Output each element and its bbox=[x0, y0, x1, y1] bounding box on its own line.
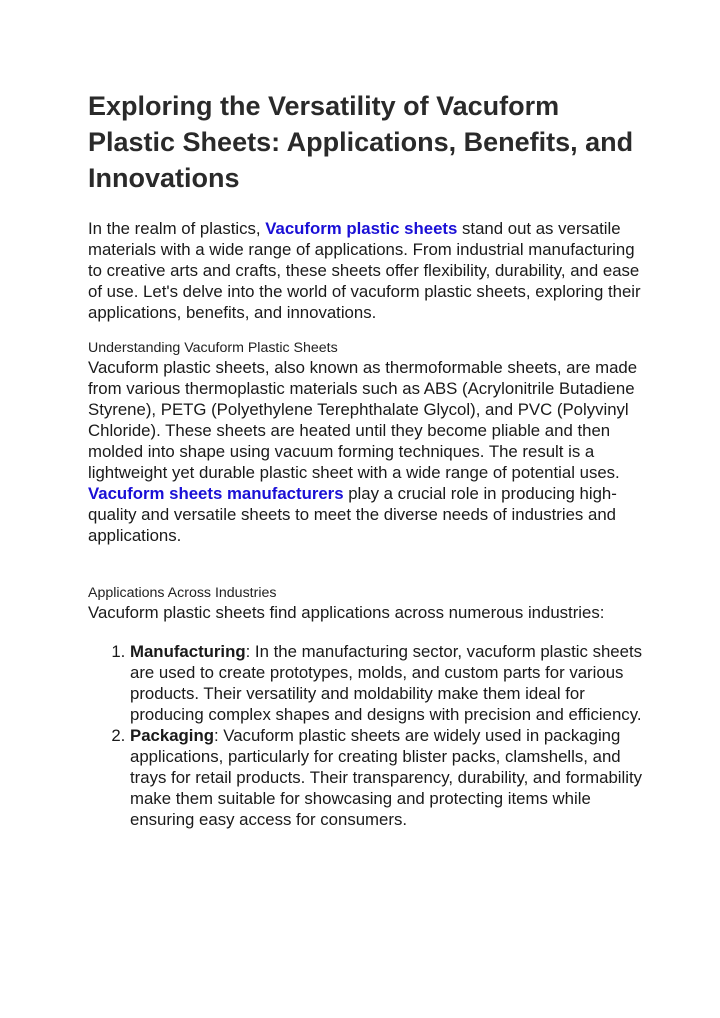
section-heading-understanding: Understanding Vacuform Plastic Sheets bbox=[88, 340, 338, 356]
list-item-text: : In the manufacturing sector, vacuform plastic sheets are used to create prototypes, molds, and custom parts for various products. Their versatility and moldability make them ideal for producing complex shapes and designs with precision and efficiency. bbox=[130, 642, 643, 724]
list-item-manufacturing bbox=[130, 641, 648, 725]
list-item-term: Manufacturing bbox=[130, 642, 246, 661]
vacuform-sheets-manufacturers-link[interactable]: Vacuform sheets manufacturers bbox=[88, 484, 344, 503]
intro-paragraph bbox=[88, 218, 648, 323]
intro-text-before-link: In the realm of plastics, bbox=[88, 219, 266, 238]
page-title: Exploring the Versatility of Vacuform Plastic Sheets: Applications, Benefits, and Innovations bbox=[88, 91, 634, 193]
list-item-packaging bbox=[130, 725, 648, 830]
intro-text-after-link: stand out as versatile materials with a wide range of applications. From industrial manufacturing to creative arts and crafts, these sheets offer flexibility, durability, and ease of use. Let's delve into the world of vacuform plastic sheets, exploring their applications, benefits, and innovations. bbox=[88, 219, 641, 322]
list-item-term: Packaging bbox=[130, 726, 214, 745]
document-page bbox=[88, 88, 648, 830]
section1-text-before-link: Vacuform plastic sheets, also known as thermoformable sheets, are made from various thermoplastic materials such as ABS (Acrylonitrile Butadiene Styrene), PETG (Polyethylene Terephthalate Glycol), and PVC (Polyvinyl Chloride). These sheets are heated until they become pliable and then molded into shape using vacuum forming techniques. The result is a lightweight yet durable plastic sheet with a wide range of potential uses. bbox=[88, 358, 638, 482]
section1-text-after-link: play a crucial role in producing high-quality and versatile sheets to meet the diverse needs of industries and applications. bbox=[88, 484, 617, 545]
section-heading-applications: Applications Across Industries bbox=[88, 585, 277, 601]
applications-list bbox=[88, 641, 648, 830]
section1-paragraph bbox=[88, 357, 648, 546]
vacuform-plastic-sheets-link[interactable]: Vacuform plastic sheets bbox=[265, 219, 458, 238]
section2-intro-paragraph: Vacuform plastic sheets find applications across numerous industries: bbox=[88, 603, 605, 622]
list-item-text: : Vacuform plastic sheets are widely used in packaging applications, particularly for creating blister packs, clamshells, and trays for retail products. Their transparency, durability, and formability make them suitable for showcasing and protecting items while ensuring easy access for consumers. bbox=[130, 726, 643, 829]
